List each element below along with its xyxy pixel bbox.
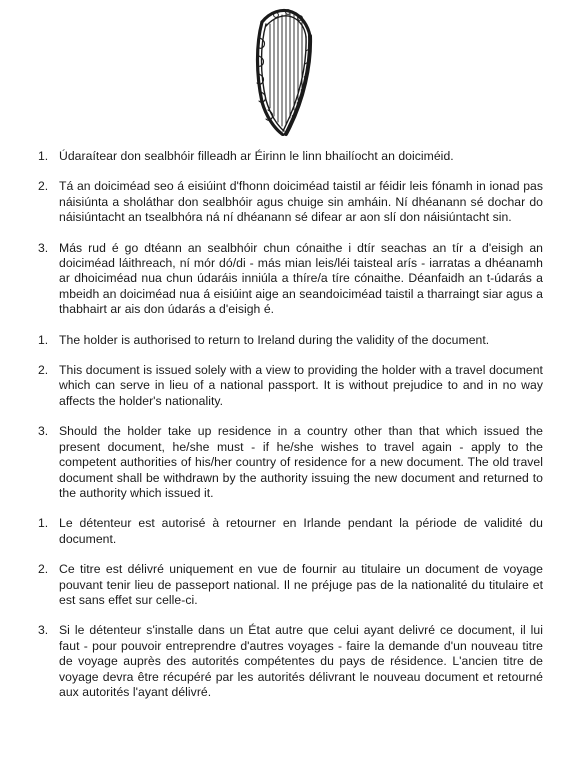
note-number: 3. [38,240,49,255]
irish-notes [38,149,543,318]
note-text: Más rud é go dtéann an sealbhóir chun cónaithe i dtír seachas an tír a d'eisigh an doiciméad láithreach, ní mór dó/di - más mian leis/léi taisteal arís - iarratas a dhéanamh ar dhoiciméad nua chun údaráis inniúla a thíre/a tíre cónaithe. Déanfaidh an t-údarás a mbeidh an doiciméad nua á eisiúint aige an seandoiciméad taistil a tharraingt siar agus a thabhairt ar ais don údarás a d'eisigh é. [59,240,543,317]
english-note-1 [38,333,543,348]
note-number: 1. [38,516,49,531]
note-number: 2. [38,562,49,577]
notes-section [38,149,543,715]
note-text: Should the holder take up residence in a country other than that which issued the present document, he/she must - if he/she wishes to travel again - apply to the competent authorities of his/her country of residence for a new document. The old travel document shall be withdrawn by the authority issuing the new document and returned to the authority which issued it. [59,424,543,500]
note-text: Ce titre est délivré uniquement en vue de fournir au titulaire un document de voyage pouvant tenir lieu de passeport national. Il ne préjuge pas de la nationalité du titulaire et est sans effet sur celle-ci. [59,562,543,607]
harp-emblem-icon [248,4,320,140]
french-note-1 [38,516,543,547]
note-number: 1. [38,149,49,163]
note-text: Le détenteur est autorisé à retourner en Irlande pendant la période de validité du document. [59,516,543,546]
note-text: Údaraítear don sealbhóir filleadh ar Éirinn le linn bhailíocht an doiciméid. [59,149,454,163]
french-note-3 [38,623,543,700]
note-number: 1. [38,332,49,347]
english-note-3 [38,424,543,501]
french-notes [38,516,543,700]
note-text: The holder is authorised to return to Ireland during the validity of the document. [59,332,490,347]
note-number: 3. [38,623,49,638]
note-text: Tá an doiciméad seo á eisiúint d'fhonn doiciméad taistil ar féidir leis fónamh in ionad pas náisiúnta a sholáthar don sealbhóir agus chuige sin amháin. Ní dhéanann sé dochar do náisiúntacht an tsealbhóra ná ní dhéanann sé difear ar aon slí don náisiúntacht sin. [59,179,543,225]
irish-note-3 [38,241,543,318]
english-note-2 [38,363,543,409]
note-number: 2. [38,363,49,378]
note-number: 2. [38,179,49,194]
english-notes [38,333,543,502]
note-text: Si le détenteur s'installe dans un État autre que celui ayant delivré ce document, il lui faut - pour pouvoir entreprendre d'autres voyages - faire la demande d'un nouveau titre de voyage auprès des autorités compétentes du pays de résidence. L'ancien titre de voyage devra être récupéré par les autorités délivrant le nouveau document et retourné aux autorités l'ayant délivré. [59,623,543,699]
note-text: This document is issued solely with a view to providing the holder with a travel document which can serve in lieu of a national passport. It is without prejudice to and in no way affects the holder's nationality. [59,363,543,408]
french-note-2 [38,562,543,608]
irish-note-2 [38,179,543,225]
note-number: 3. [38,424,49,439]
irish-note-1 [38,149,543,164]
